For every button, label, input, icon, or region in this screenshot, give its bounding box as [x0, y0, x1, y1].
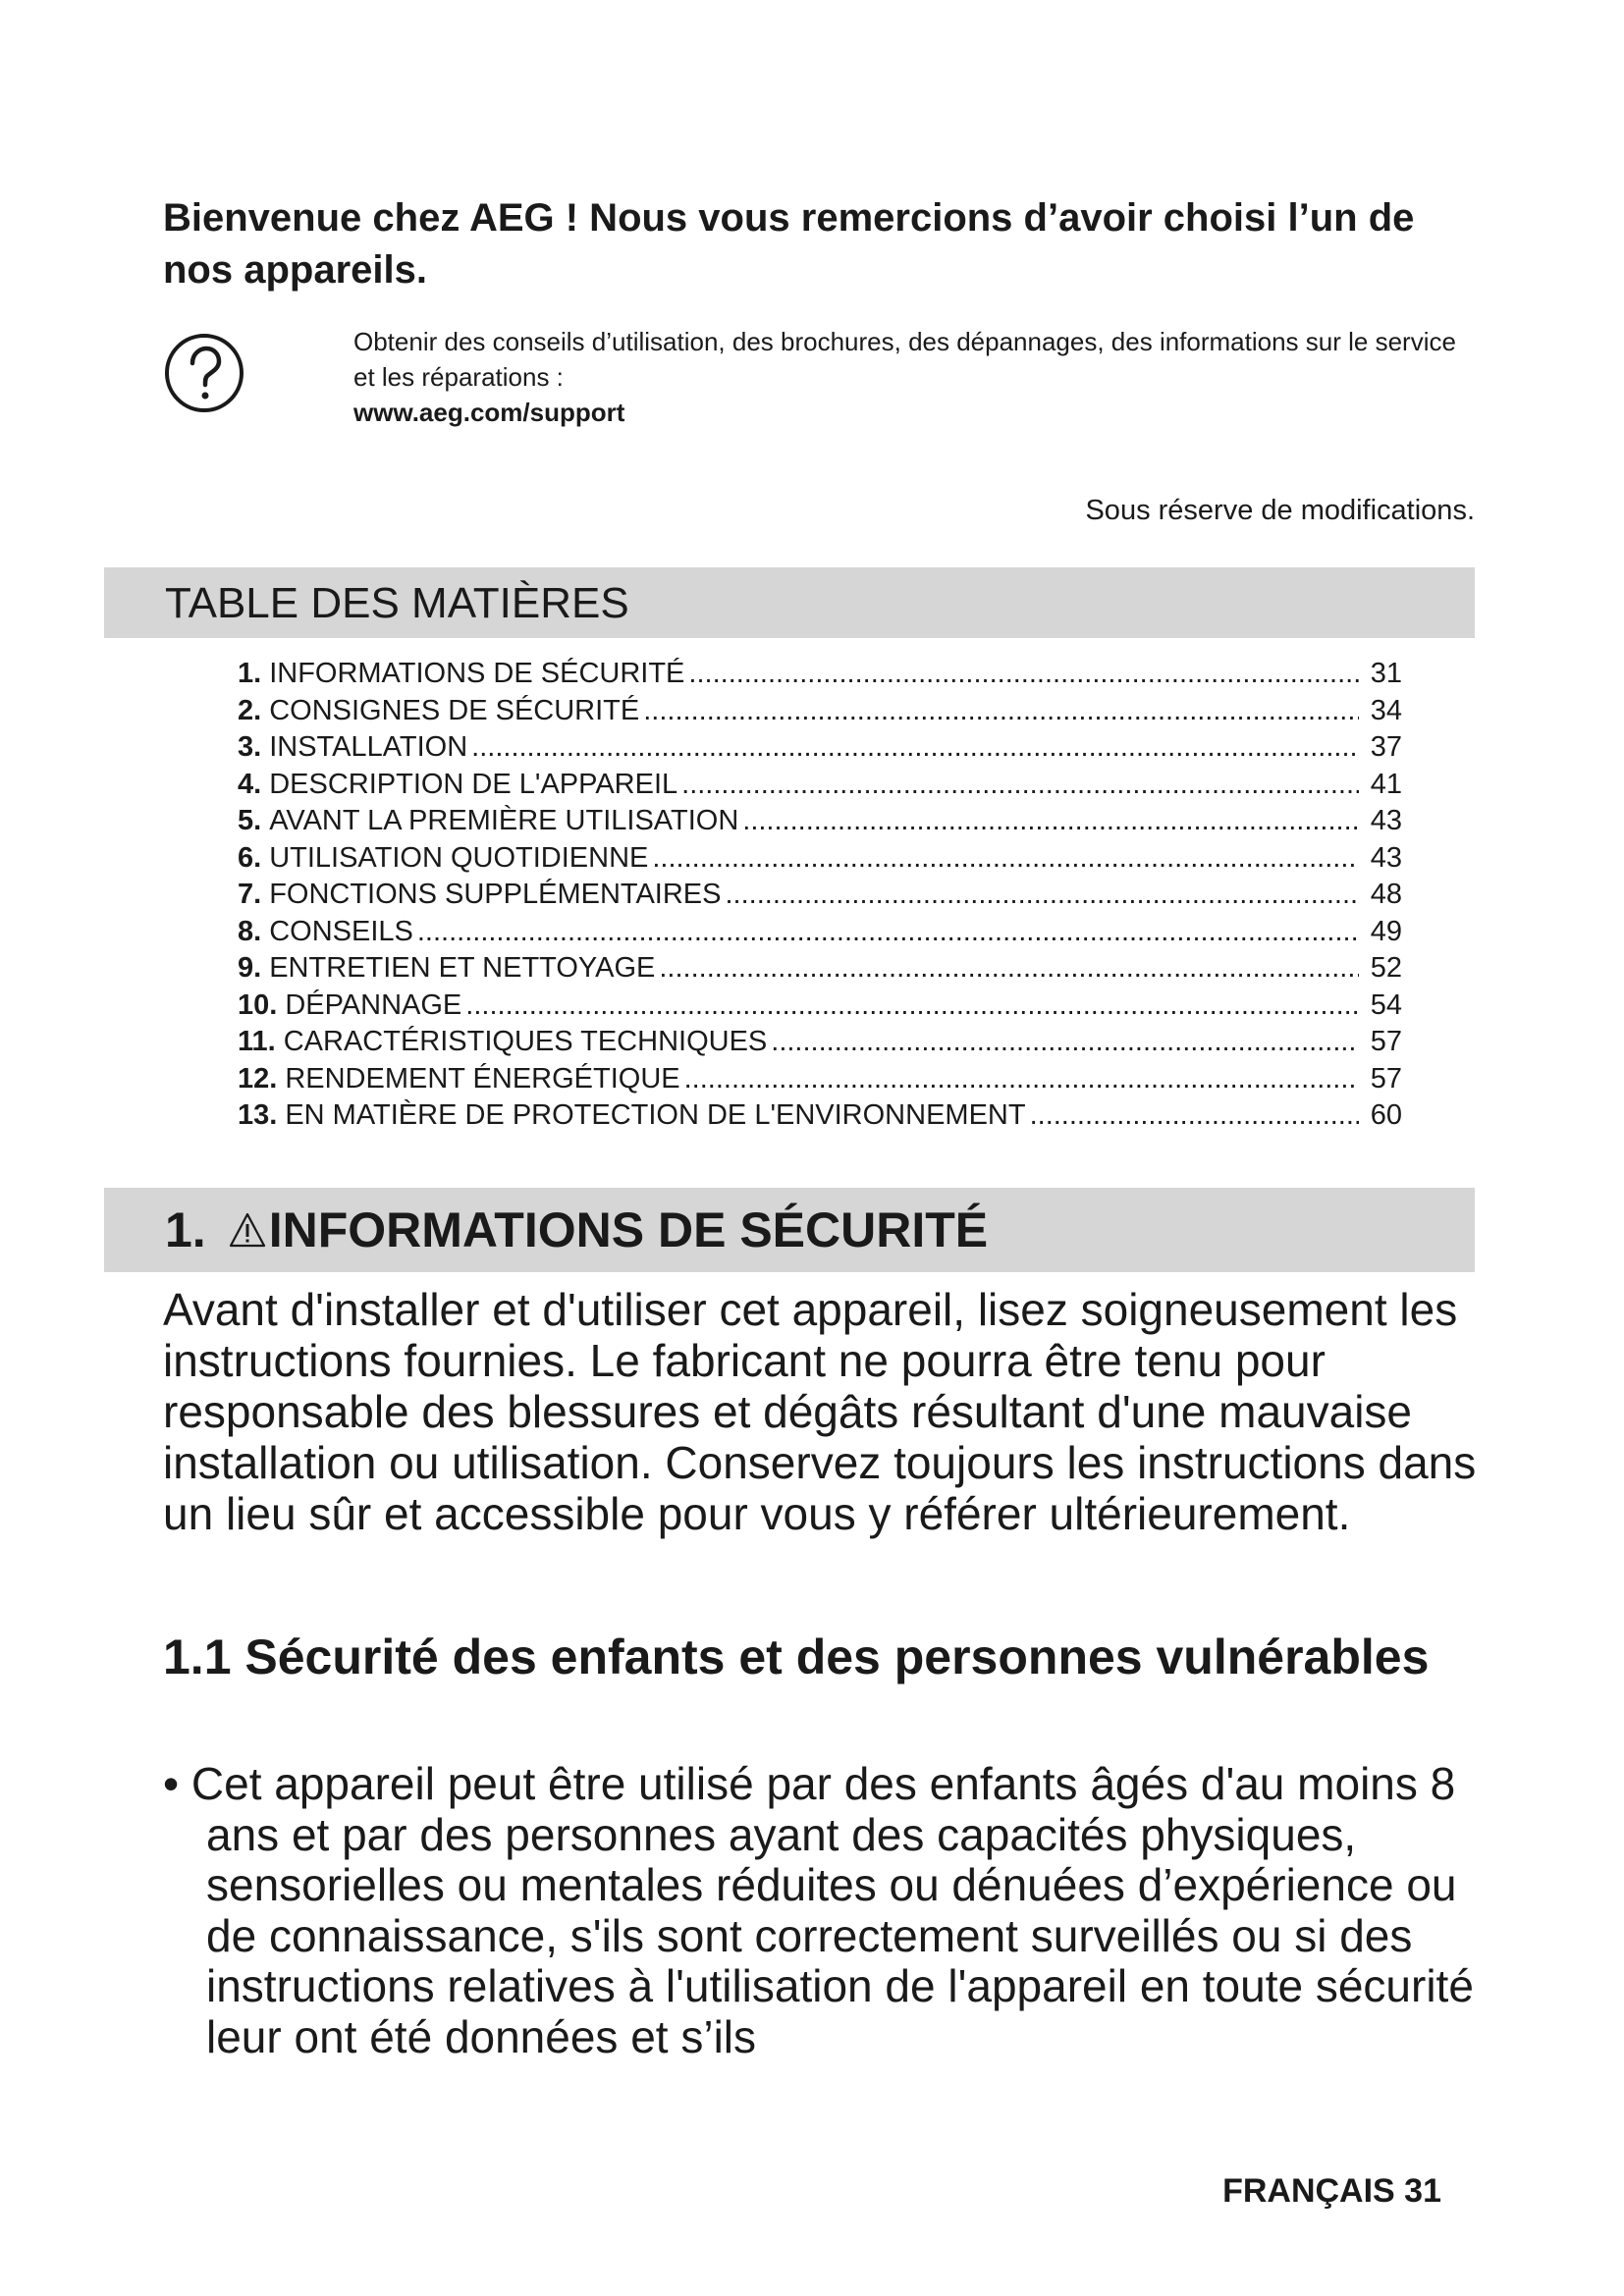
- welcome-heading: Bienvenue chez AEG ! Nous vous remercions d’avoir choisi l’un de nos appareils.: [163, 196, 1415, 292]
- toc-entry-number: 9.: [238, 952, 262, 984]
- toc-entry[interactable]: [238, 914, 1402, 951]
- support-text: Obtenir des conseils d’utilisation, des brochures, des dépannages, des informations sur le service et les réparations :: [353, 327, 1456, 392]
- toc-dot-leader: [1030, 1097, 1359, 1135]
- toc-dot-leader: [471, 729, 1359, 767]
- toc-entry-page: 43: [1370, 841, 1402, 874]
- toc-entry[interactable]: [238, 803, 1402, 840]
- subsection-title: 1.1 Sécurité des enfants et des personnes vulnérables: [163, 1629, 1430, 1684]
- toc-entry-page: 60: [1370, 1099, 1402, 1131]
- toc-entry-page: 41: [1370, 768, 1402, 800]
- toc-entry-number: 1.: [238, 658, 262, 689]
- toc-entry-label: CONSIGNES DE SÉCURITÉ: [269, 694, 640, 726]
- toc-entry-label: INFORMATIONS DE SÉCURITÉ: [269, 658, 685, 689]
- toc-entry[interactable]: [238, 950, 1402, 988]
- modifications-note: Sous réserve de modifications.: [1085, 495, 1475, 526]
- toc-header-bar: [104, 567, 1475, 638]
- toc-entry-number: 13.: [238, 1099, 278, 1131]
- toc-entry[interactable]: [238, 877, 1402, 914]
- toc-entry[interactable]: [238, 767, 1402, 804]
- section-header-bar: [104, 1188, 1475, 1272]
- toc-entry[interactable]: [238, 693, 1402, 730]
- section-title-text: INFORMATIONS DE SÉCURITÉ: [268, 1202, 989, 1257]
- toc-entry[interactable]: [238, 1061, 1402, 1098]
- toc-entry-label: DÉPANNAGE: [285, 988, 462, 1021]
- toc-entry-label: ENTRETIEN ET NETTOYAGE: [269, 952, 656, 984]
- toc-entry-number: 11.: [238, 1026, 276, 1057]
- toc-dot-leader: [659, 950, 1359, 988]
- toc-entry-page: 52: [1370, 952, 1402, 984]
- toc-dot-leader: [771, 1024, 1359, 1061]
- toc-entry-number: 4.: [238, 768, 262, 800]
- toc-entry-number: 5.: [238, 805, 262, 836]
- toc-dot-leader: [652, 840, 1359, 878]
- toc-dot-leader: [465, 988, 1359, 1025]
- toc-dot-leader: [417, 914, 1359, 951]
- toc-entry-label: INSTALLATION: [269, 731, 468, 763]
- bullet-text: Cet appareil peut être utilisé par des enfants âgés d'au moins 8 ans et par des personnes ayant des capacités physiques, sensorielles ou mentales réduites ou dénuées d’expérience ou de connaissance, s'ils sont correctement surveillés ou si des instructions relatives à l'utilisation de l'appareil en toute sécurité leur ont été données et s’ils: [190, 1758, 1474, 2062]
- question-circle-icon: [163, 332, 245, 414]
- toc-entry-page: 34: [1370, 694, 1402, 726]
- toc-entry[interactable]: [238, 729, 1402, 767]
- toc-entry-label: FONCTIONS SUPPLÉMENTAIRES: [269, 879, 722, 910]
- toc-title: TABLE DES MATIÈRES: [165, 579, 629, 627]
- bullet-item: • Cet appareil peut être utilisé par des enfants âgés d'au moins 8 ans et par des personnes ayant des capacités physiques, sensorielles ou mentales réduites ou dénuées d’expérience ou de connaissance, s'ils sont correctement surveillés ou si des instructions relatives à l'utilisation de l'appareil en toute sécurité leur ont été données et s’ils: [163, 1758, 1474, 2062]
- toc-entry-page: 37: [1370, 731, 1402, 763]
- table-of-contents: [238, 656, 1402, 1135]
- toc-entry-number: 3.: [238, 731, 262, 763]
- toc-entry[interactable]: [238, 1024, 1402, 1061]
- toc-entry-label: EN MATIÈRE DE PROTECTION DE L'ENVIRONNEMENT: [285, 1099, 1026, 1131]
- toc-dot-leader: [688, 656, 1359, 693]
- toc-entry[interactable]: [238, 840, 1402, 878]
- toc-entry[interactable]: [238, 1097, 1402, 1135]
- toc-entry-label: DESCRIPTION DE L'APPAREIL: [269, 768, 678, 800]
- toc-entry-number: 8.: [238, 915, 262, 947]
- toc-entry-page: 57: [1370, 1026, 1402, 1057]
- page-footer: FRANÇAIS 31: [1222, 2172, 1441, 2210]
- support-info: [353, 324, 1473, 430]
- support-link[interactable]: www.aeg.com/support: [353, 398, 625, 427]
- toc-entry-page: 48: [1370, 879, 1402, 910]
- toc-entry[interactable]: [238, 656, 1402, 693]
- toc-entry-page: 49: [1370, 915, 1402, 947]
- toc-entry-number: 2.: [238, 694, 262, 726]
- toc-entry-page: 31: [1370, 658, 1402, 689]
- toc-entry-label: UTILISATION QUOTIDIENNE: [269, 841, 649, 874]
- toc-entry-number: 10.: [238, 988, 278, 1021]
- section-title: [165, 1201, 988, 1258]
- toc-entry-page: 54: [1370, 988, 1402, 1021]
- toc-entry-label: CARACTÉRISTIQUES TECHNIQUES: [283, 1026, 768, 1057]
- toc-entry-number: 7.: [238, 879, 262, 910]
- toc-entry-number: 6.: [238, 841, 262, 874]
- toc-dot-leader: [643, 693, 1359, 730]
- toc-entry-label: AVANT LA PREMIÈRE UTILISATION: [269, 805, 739, 836]
- toc-entry[interactable]: [238, 988, 1402, 1025]
- warning-triangle-icon: [228, 1211, 267, 1249]
- toc-dot-leader: [684, 1061, 1359, 1098]
- toc-dot-leader: [726, 877, 1360, 914]
- toc-entry-page: 57: [1370, 1062, 1402, 1095]
- toc-entry-number: 12.: [238, 1062, 278, 1095]
- toc-entry-page: 43: [1370, 805, 1402, 836]
- toc-dot-leader: [681, 767, 1359, 804]
- toc-entry-label: CONSEILS: [269, 915, 413, 947]
- toc-dot-leader: [742, 803, 1359, 840]
- safety-intro-paragraph: Avant d'installer et d'utiliser cet appareil, lisez soigneusement les instructions fournies. Le fabricant ne pourra être tenu pour responsable des blessures et dégâts résultant d'une mauvaise installation ou utilisation. Conservez toujours les instructions dans un lieu sûr et accessible pour vous y référer ultérieurement.: [163, 1284, 1477, 1539]
- toc-entry-label: RENDEMENT ÉNERGÉTIQUE: [285, 1062, 680, 1095]
- section-number: 1.: [165, 1202, 206, 1257]
